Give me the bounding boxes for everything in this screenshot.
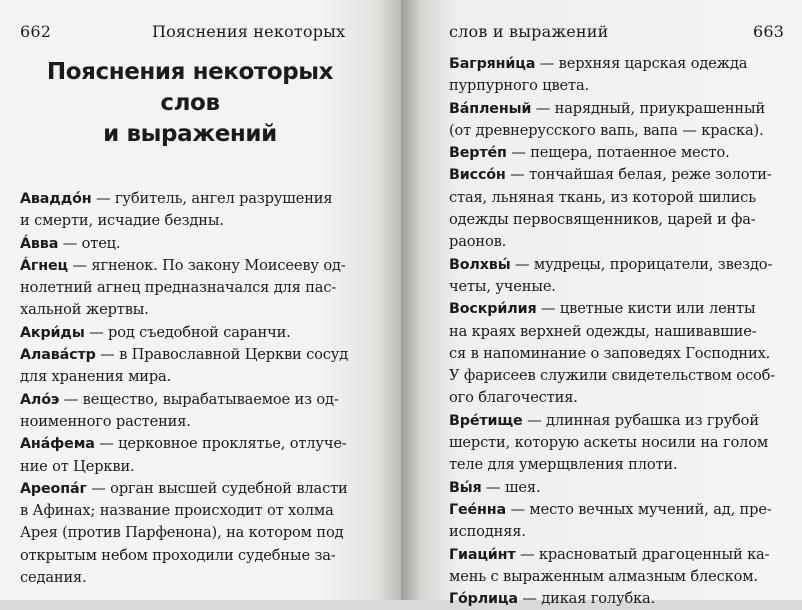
left-page-number: 662 [20,22,52,41]
entry-definition: — место вечных мучений, ад, пре- [506,500,772,518]
entry-line [449,454,769,476]
entry-term: Го́рлица [449,591,518,608]
entry-line [449,521,769,543]
entry-term: Ареопа́г [20,480,87,497]
entry-line [449,544,769,566]
section-title [20,57,360,150]
glossary-entry [449,477,769,499]
entry-line [449,209,769,231]
entry-definition: ние от Церкви. [20,457,135,475]
entry-line [449,164,772,186]
entry-definition: — цветные кисти или ленты [536,300,756,318]
glossary-entry [449,142,769,164]
entry-term: Верте́п [449,145,507,162]
entry-line [20,478,348,500]
glossary-entry [20,478,348,589]
entry-definition: — ягненок. По закону Моисееву од- [67,256,346,274]
entry-definition: ся в напоминание о заповедях Господних. [449,344,771,362]
entry-line [449,321,769,343]
right-glossary [449,53,776,610]
entry-term: Алава́стр [20,347,96,364]
entry-line [449,75,769,97]
left-page [0,0,401,600]
glossary-entry [449,164,772,253]
entry-definition: открытым небом проходили судебные за- [20,546,336,564]
entry-line [449,120,769,142]
entry-definition: четы, ученые. [449,277,556,295]
entry-definition: — пещера, потаенное место. [506,144,730,162]
entry-definition: для хранения мира. [20,368,172,386]
glossary-entry [20,233,340,255]
entry-term: Воскри́лия [449,301,537,318]
entry-definition: — вещество, вырабатываемое из од- [59,390,339,408]
entry-definition: стая, льняная ткань, из которой шились [449,188,756,206]
entry-line [20,210,340,232]
entry-definition: — шея. [481,478,541,496]
entry-term: Акри́ды [20,324,85,341]
glossary-entry [20,389,340,434]
right-page-number: 663 [753,22,785,41]
entry-line [20,277,340,299]
entry-line [20,233,340,255]
entry-definition: — длинная рубашка из грубой [522,411,759,429]
glossary-entry [20,188,340,233]
section-title-line: Пояснения некоторых слов [46,59,334,116]
entry-definition: мень с выраженным алмазным блеском. [449,567,758,585]
entry-definition: Арея (против Парфенона), на котором под [20,524,344,542]
entry-definition: хальной жертвы. [20,301,149,319]
entry-term: Вре́тище [449,412,523,429]
entry-line [449,365,776,387]
entry-definition: — дикая голубка. [517,590,656,608]
entry-definition: — тончайшая белая, реже золоти- [505,166,772,184]
entry-line [20,299,340,321]
entry-definition: теле для умерщвления плоти. [449,456,678,474]
entry-definition: ноименного растения. [20,412,191,430]
entry-definition: в Афинах; название происходит от холма [20,502,334,520]
glossary-entry [20,255,346,322]
entry-definition: — красноватый драгоценный ка- [515,545,770,563]
glossary-entry [20,322,340,344]
entry-definition: — отец. [58,234,121,252]
entry-line [449,53,769,75]
entry-line [449,231,769,253]
entry-line [20,456,340,478]
entry-line [20,433,347,455]
entry-line [20,567,340,589]
entry-line [449,254,773,276]
entry-definition: одежды первосвященников, царей и фа- [449,211,756,229]
entry-definition: раонов. [449,233,507,251]
section-title-line: и выражений [103,121,277,147]
right-running-head: слов и выражений [449,22,609,41]
entry-line [449,477,769,499]
glossary-entry [20,344,349,389]
entry-line [20,411,340,433]
entry-line [20,322,340,344]
entry-definition: — церковное проклятье, отлуче- [94,435,347,453]
entry-definition: У фарисеев служили свидетельством особ- [449,367,776,385]
glossary-entry [449,53,769,98]
entry-term: Áгнец [20,257,68,274]
entry-line [449,276,769,298]
entry-term: Áвва [20,235,59,252]
entry-definition: — губитель, ангел разрушения [91,190,333,207]
entry-definition: — нарядный, приукрашенный [531,99,766,117]
entry-definition: — в Православной Церкви сосуд [95,346,349,364]
entry-definition: шерсти, которую аскеты носили на голом [449,434,769,452]
entry-definition: ого благочестия. [449,389,578,407]
glossary-entry [449,410,769,477]
glossary-entry [449,254,773,299]
entry-term: Гиаци́нт [449,546,516,563]
entry-definition: пурпурного цвета. [449,77,589,95]
entry-line [20,389,340,411]
entry-line [449,499,772,521]
entry-term: Виссо́н [449,167,506,184]
entry-line [449,343,769,365]
entry-definition: нолетний агнец предназначался для пас- [20,279,337,297]
entry-definition: (от древнерусского вапь, вапа — краска). [449,121,764,139]
entry-line [20,522,344,544]
entry-line [449,387,769,409]
entry-line [20,366,340,388]
left-glossary [20,188,349,589]
entry-term: Ва́пленый [449,100,532,117]
glossary-entry [449,588,769,610]
entry-line [449,98,769,120]
entry-line [449,588,769,610]
left-running-head: Пояснения некоторых [152,22,346,41]
entry-definition: — мудрецы, прорицатели, звездо- [510,255,773,273]
glossary-entry [449,298,776,409]
entry-line [20,255,346,277]
glossary-entry [449,98,769,143]
entry-term: Аваддóн [20,191,92,207]
entry-line [449,566,769,588]
entry-definition: — орган высшей судебной власти [86,479,348,497]
entry-definition: на краях верхней одежды, нашивавшие- [449,322,757,340]
entry-term: Гее́нна [449,501,507,518]
entry-line [449,142,769,164]
right-page [401,0,802,608]
entry-definition: седания. [20,569,87,587]
entry-line [20,500,340,522]
entry-term: Ана́фема [20,436,95,453]
glossary-entry [20,433,347,478]
entry-line [449,432,769,454]
entry-line [449,410,769,432]
entry-term: Ало́э [20,391,60,408]
entry-definition: — род съедобной саранчи. [84,323,291,341]
entry-term: Багряни́ца [449,56,536,72]
entry-definition: исподняя. [449,523,526,541]
entry-line [449,298,769,320]
entry-line [20,188,340,210]
glossary-entry [449,544,769,589]
entry-term: Вы́я [449,479,482,496]
entry-term: Волхвы́ [449,256,511,273]
entry-definition: — верхняя царская одежда [535,55,748,72]
entry-line [20,545,340,567]
glossary-entry [449,499,772,544]
entry-definition: и смерти, исчадие бездны. [20,212,224,230]
entry-line [449,187,769,209]
entry-line [20,344,349,366]
